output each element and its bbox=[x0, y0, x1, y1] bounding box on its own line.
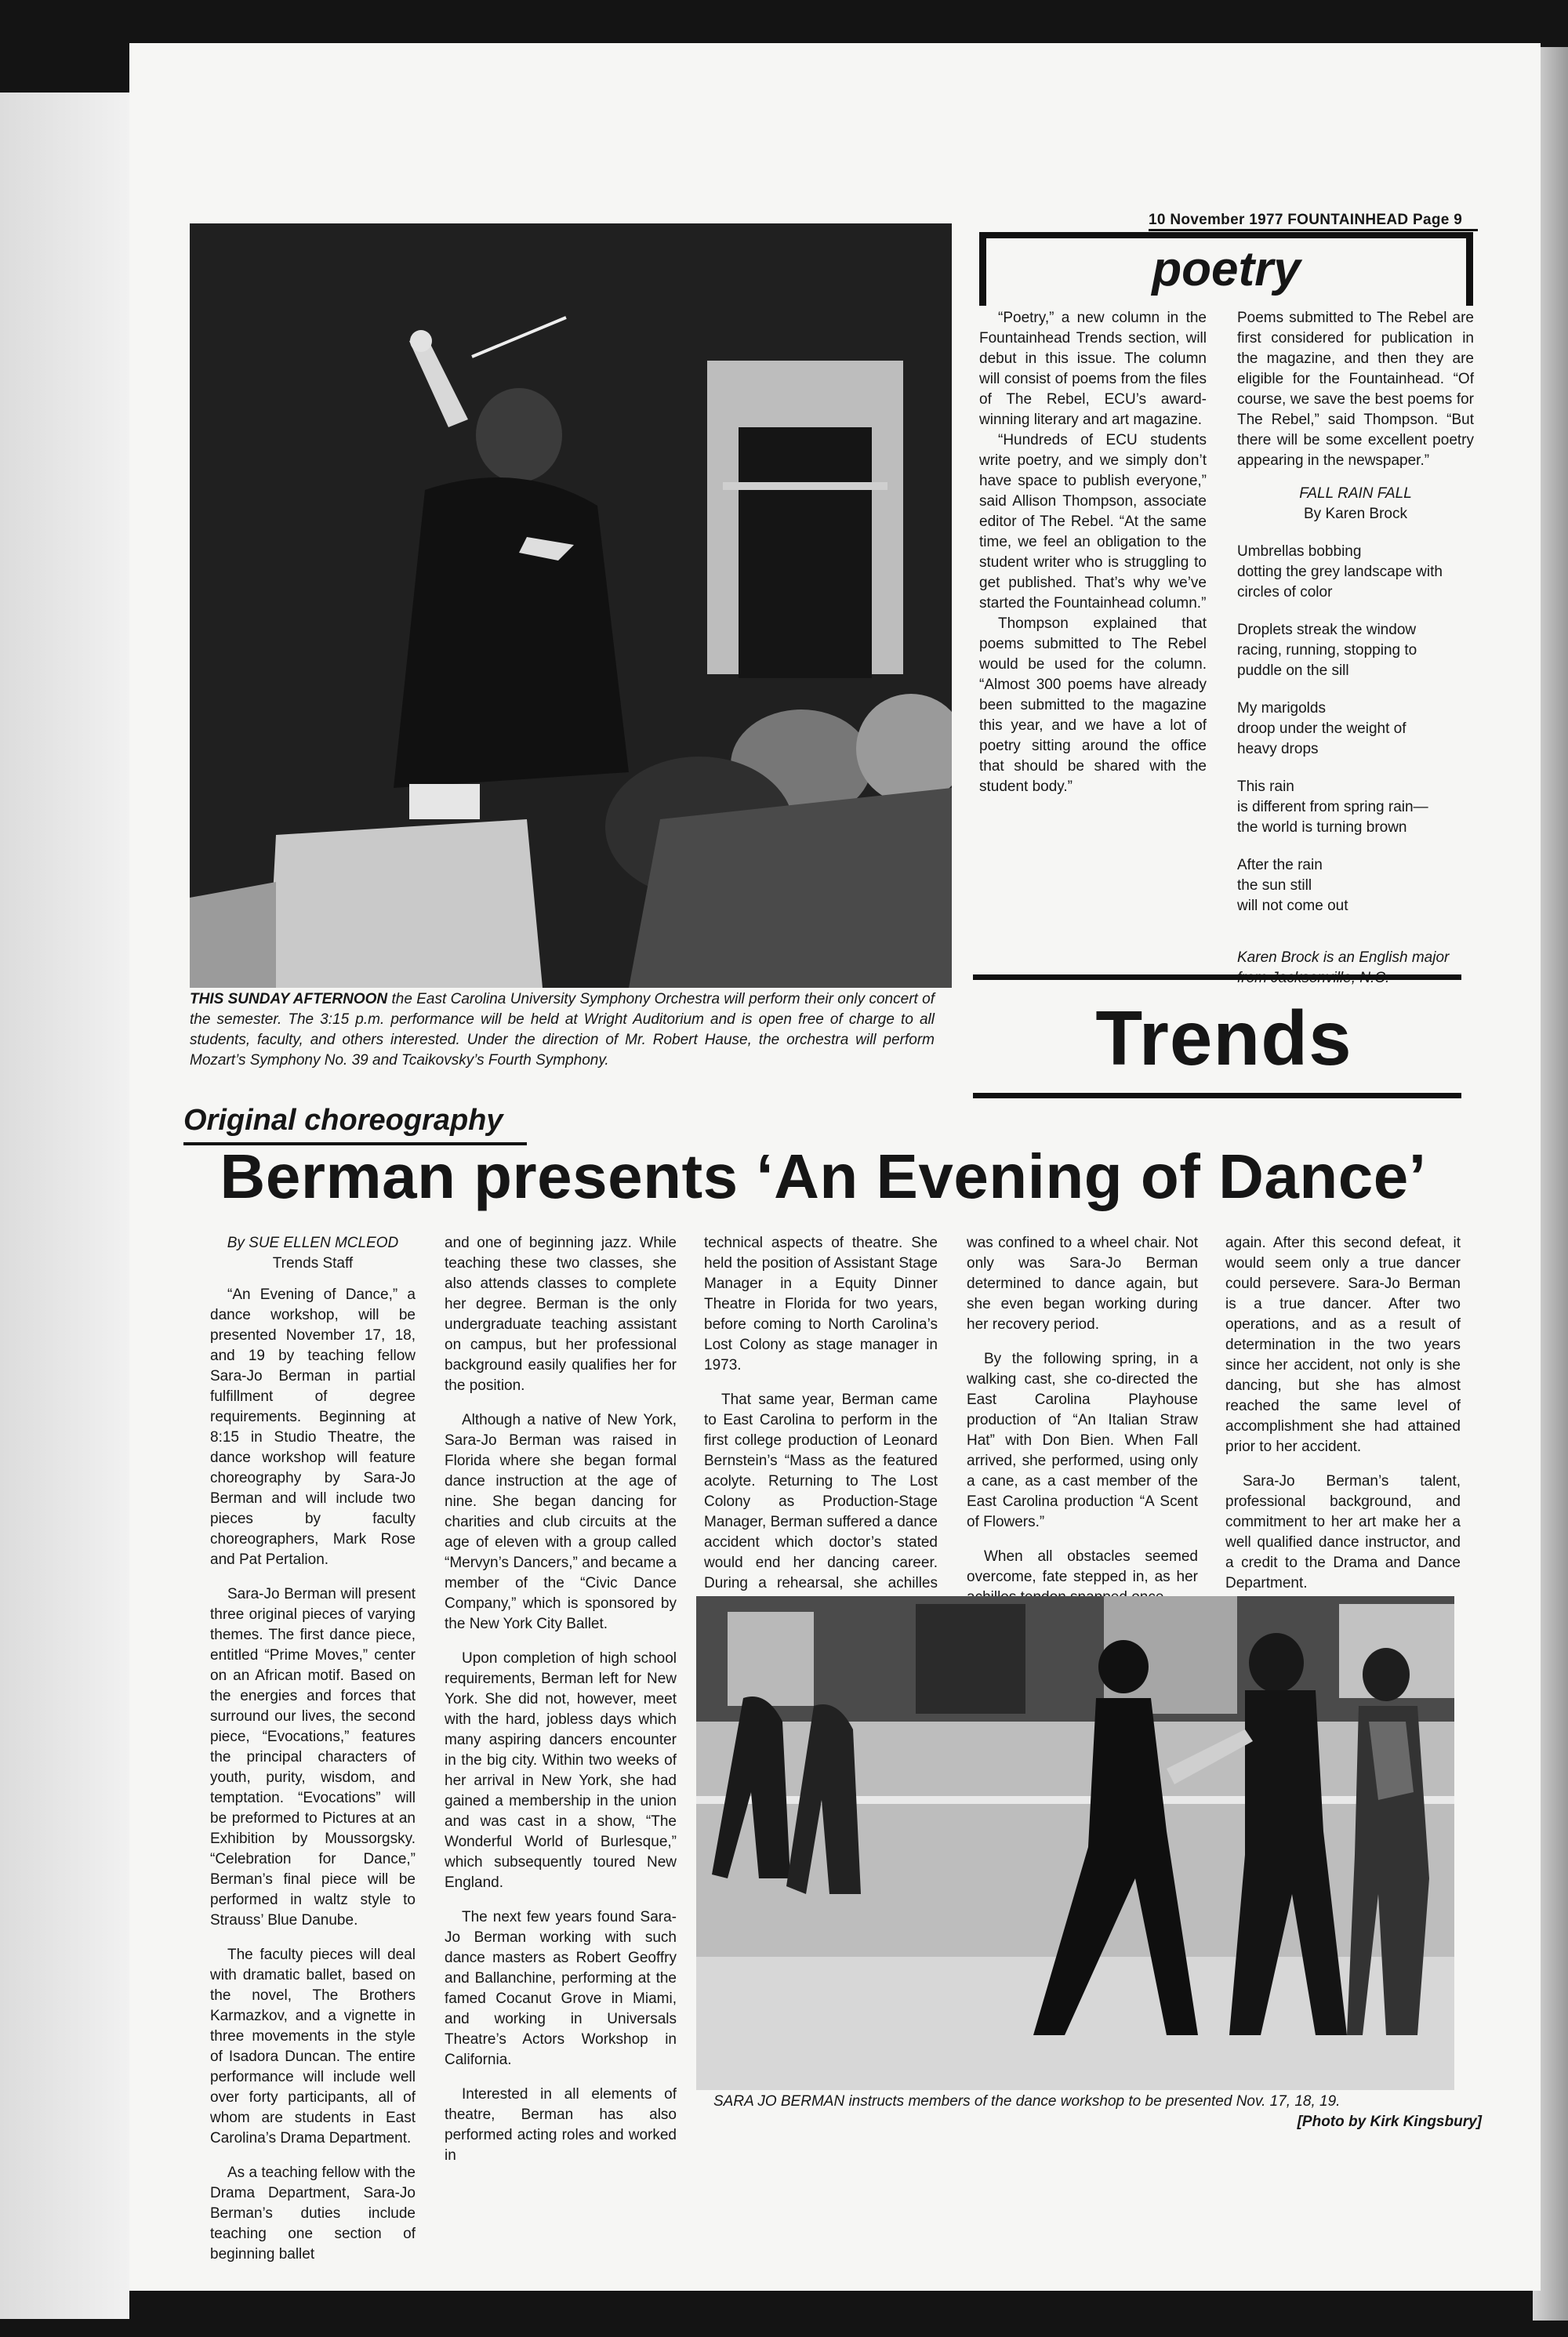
poem-line: circles of color bbox=[1237, 584, 1333, 601]
poem-line: Umbrellas bobbing bbox=[1237, 543, 1362, 560]
dance-photo-caption: SARA JO BERMAN instructs members of the dance workshop to be presented Nov. 17, 18, 19. bbox=[713, 2093, 1341, 2110]
poem-line: This rain bbox=[1237, 778, 1294, 795]
poem-line: the world is turning brown bbox=[1237, 819, 1407, 836]
caption-text: the East Carolina University Symphony Orchestra will perform their only concert of the semester. The 3:15 p.m. performance will be held at Wright Auditorium and is open free of charge to all students, faculty, and others interested. Under the direction of Mr. Robert Hause, the orchestra will perform Mozart’s Symphony No. 39 and Tcaikovsky’s Fourth Symphony. bbox=[190, 991, 935, 1069]
page-folio: 10 November 1977 FOUNTAINHEAD Page 9 bbox=[1149, 212, 1478, 231]
article-headline: Berman presents ‘An Evening of Dance’ bbox=[220, 1141, 1427, 1211]
article-paragraph: technical aspects of theatre. She held the position of Assistant Stage Manager in a Equity Dinner Theatre in Florida for two years, before coming to North Carolina’s Lost Colony as stage manager in 1973. bbox=[704, 1235, 938, 1374]
poetry-intro-col1 bbox=[979, 308, 1207, 797]
article-paragraph: Sara-Jo Berman’s talent, professional background, and commitment to her art make her a well qualified dance instructor, and a credit to the Drama and Dance Department. bbox=[1225, 1473, 1461, 1591]
trends-rule-top bbox=[973, 974, 1461, 980]
trends-rule-bottom bbox=[973, 1093, 1461, 1098]
article-column-2 bbox=[445, 1233, 677, 2180]
article-paragraph: When all obstacles seemed overcome, fate stepped in, as her bbox=[967, 1548, 1198, 1585]
article-paragraph: Although a native of New York, Sara-Jo Berman was raised in Florida where she began formal dance instruction at the age of nine. She began dancing for charities and club circuits at the age of eleven with a group called “Mervyn’s Dancers,” and became a member of the “Civic Dance Company,” which is sponsored by the New York City Ballet. bbox=[445, 1412, 677, 1632]
article-paragraph: The faculty pieces will deal with dramatic ballet, based on the novel, The Brothers Karmazkov, and a vignette in three movements in the style of Isadora Duncan. The entire performance will include well over forty participants, all of whom are students in East Carolina’s Drama Department. bbox=[210, 1947, 416, 2146]
poem-line: After the rain bbox=[1237, 857, 1323, 873]
poem-line: is different from spring rain— bbox=[1237, 799, 1428, 815]
poetry-paragraph: “Poetry,” a new column in the Fountainhead Trends section, will debut in this issue. The column will consist of poems from the files of The Rebel, ECU’s award-winning literary and art magazine. bbox=[979, 310, 1207, 428]
article-paragraph: Sara-Jo Berman will present three original pieces of varying themes. The first dance piece, entitled “Prime Moves,” center on an African motif. Based on the energies and forces that surround our lives, the second piece, “Evocations,” features the principal characters of youth, purity, wisdom, and temptation. “Evocations” will be preformed to Pictures at an Exhibition by Moussorgsky. “Celebration for Dance,” Berman’s final piece will be performed in waltz style to Strauss’ Blue Danube. bbox=[210, 1586, 416, 1929]
symphony-caption bbox=[190, 989, 935, 1071]
poetry-poem-col bbox=[1237, 308, 1474, 989]
byline bbox=[210, 1233, 416, 1274]
article-kicker: Original choreography bbox=[183, 1104, 503, 1137]
poem-stanza bbox=[1237, 542, 1474, 603]
poem-line: will not come out bbox=[1237, 898, 1348, 914]
byline-role: Trends Staff bbox=[272, 1255, 354, 1272]
trends-section-title: Trends bbox=[1095, 995, 1352, 1081]
poem-line: droop under the weight of bbox=[1237, 720, 1406, 737]
poem-line: racing, running, stopping to bbox=[1237, 642, 1417, 659]
article-column-5 bbox=[1225, 1233, 1461, 1608]
poem-line: dotting the grey landscape with bbox=[1237, 564, 1443, 580]
poem-line: puddle on the sill bbox=[1237, 662, 1349, 679]
poem-line: heavy drops bbox=[1237, 741, 1319, 757]
poetry-section-header bbox=[979, 232, 1473, 306]
article-column-1 bbox=[210, 1233, 416, 2279]
article-column-3 bbox=[704, 1233, 938, 1628]
article-paragraph: was confined to a wheel chair. Not only was Sara-Jo Berman determined to dance again, but she even began working during her recovery period. bbox=[967, 1235, 1198, 1333]
poem-line: Droplets streak the window bbox=[1237, 622, 1417, 638]
poem-line: My marigolds bbox=[1237, 700, 1326, 717]
poem-stanza bbox=[1237, 777, 1474, 838]
article-paragraph: The next few years found Sara-Jo Berman working with such dance masters as Robert Geoffry and Ballanchine, performing at the famed Cocanut Grove in Miami, and working in Universals Theatre’s Actors Workshop in California. bbox=[445, 1909, 677, 2068]
article-paragraph: That same year, Berman came to East Carolina to perform in the first college production of Leonard Bernstein’s “Mass as the featured acolyte. Returning to The Lost Colony as Production-Stage Manager, Berman suffered a dance accident which doctor’s stated would end her dancing career. During a rehearsal, she achilles bbox=[704, 1392, 938, 1591]
poetry-paragraph-continued: Poems submitted to The Rebel are first considered for publication in the magazine, and then they are eligible for the Fountainhead. “Of course, we save the best poems for The Rebel,” said Thompson. “But there will be some excellent poetry appearing in the newspaper.” bbox=[1237, 310, 1474, 469]
poetry-section-title: poetry bbox=[1152, 242, 1301, 296]
scan-margin-left bbox=[0, 93, 129, 2319]
poem-line: the sun still bbox=[1237, 877, 1312, 894]
poem-title: FALL RAIN FALL bbox=[1299, 485, 1412, 502]
article-paragraph: By the following spring, in a walking cast, she co-directed the East Carolina Playhouse production of “An Italian Straw Hat” with Don Bien. When Fall arrived, she performed, using only a cane, as a cast member of the East Carolina production “A Scent of Flowers.” bbox=[967, 1351, 1198, 1530]
poem-stanza bbox=[1237, 855, 1474, 916]
poem-author: By Karen Brock bbox=[1304, 506, 1407, 522]
poetry-paragraph: “Hundreds of ECU students write poetry, and we simply don’t have space to publish everyone,” said Allison Thompson, associate editor of The Rebel. “At the same time, we feel an obligation to the student writer who is struggling to get published. That’s why we’ve started the Fountainhead column.” bbox=[979, 432, 1207, 611]
poem-author-note: Karen Brock is an English major bbox=[1237, 949, 1450, 966]
article-paragraph: and one of beginning jazz. While teaching these two classes, she also attends classes to complete her degree. Berman is the only undergraduate teaching assistant on campus, but her professional background easily qualifies her for the position. bbox=[445, 1235, 677, 1394]
poem-stanza bbox=[1237, 620, 1474, 681]
article-column-4 bbox=[967, 1233, 1198, 1622]
article-paragraph: Interested in all elements of theatre, Berman has also performed acting roles and worked in bbox=[445, 2086, 677, 2164]
symphony-photo bbox=[190, 223, 952, 988]
article-paragraph: As a teaching fellow with the Drama Department, Sara-Jo Berman’s duties include teaching one section of beginning ballet bbox=[210, 2165, 416, 2263]
caption-lead: THIS SUNDAY AFTERNOON bbox=[190, 991, 388, 1007]
poem-stanza bbox=[1237, 699, 1474, 760]
dance-workshop-photo bbox=[696, 1596, 1454, 2090]
article-paragraph: “An Evening of Dance,” a dance workshop, will be presented November 17, 18, and 19 by teaching fellow Sara-Jo Berman in partial fulfillment of degree requirements. Beginning at 8:15 in Studio Theatre, the dance workshop will feature choreography by Sara-Jo Berman and will include two pieces by faculty choreographers, Mark Rose and Pat Pertalion. bbox=[210, 1286, 416, 1568]
article-paragraph: again. After this second defeat, it would seem only a true dancer could persevere. Sara-Jo Berman is a true dancer. After two operations, and as a result of determination in the two years since her accident, not only is she dancing, but she has almost reached the same level of accomplishment she had attained prior to her accident. bbox=[1225, 1235, 1461, 1455]
poetry-paragraph: Thompson explained that poems submitted to The Rebel would be used for the column. “Almost 300 poems have already been submitted to the magazine this year, and we have a lot of poetry sitting around the office that should be shared with the student body.” bbox=[979, 615, 1207, 795]
byline-name: By SUE ELLEN MCLEOD bbox=[227, 1235, 399, 1251]
photo-credit: [Photo by Kirk Kingsbury] bbox=[1297, 2114, 1482, 2130]
article-paragraph: Upon completion of high school requirements, Berman left for New York. She did not, however, meet with the hard, jobless days which many aspiring dancers encounter in the big city. Within two weeks of her arrival in New York, she had gained a membership in the union and was cast in a show, “The Wonderful World of Burlesque,” which subsequently toured New England. bbox=[445, 1650, 677, 1891]
